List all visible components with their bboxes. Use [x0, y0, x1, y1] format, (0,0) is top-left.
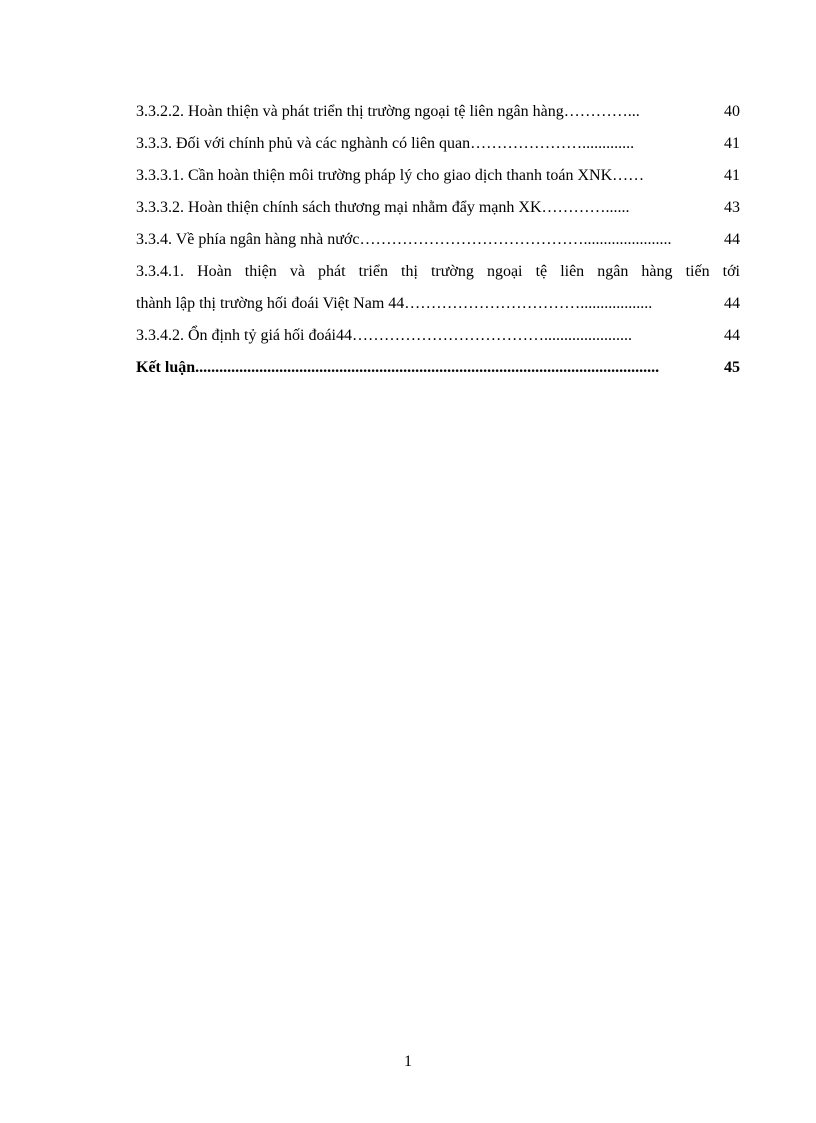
toc-entry-title: thành lập thị trường hối đoái Việt Nam 44 — [136, 295, 405, 312]
toc-leader: …………………………….................. — [404, 295, 653, 312]
toc-entry-title: 3.3.2.2. Hoàn thiện và phát triển thị trường ngoại tệ liên ngân hàng — [136, 103, 564, 120]
toc-entry-title: 3.3.3.2. Hoàn thiện chính sách thương mại nhằm đẩy mạnh XK — [136, 199, 542, 216]
toc-page-number: 40 — [724, 103, 740, 120]
toc-entry-3-3-4[interactable] — [136, 224, 740, 256]
toc-leader: ……………………………………...................... — [359, 231, 672, 248]
toc-leader: ………………………………...................... — [351, 327, 632, 344]
toc-entry-3-3-3-1[interactable] — [136, 160, 740, 192]
table-of-contents — [136, 96, 740, 384]
toc-leader: …… — [612, 167, 645, 184]
toc-entry-3-3-4-1[interactable] — [136, 256, 740, 320]
toc-leader: …………... — [563, 103, 640, 120]
toc-leader: …………………............. — [470, 135, 635, 152]
toc-entry-title: Kết luận — [136, 359, 196, 376]
toc-entry-title-line1: 3.3.4.1. Hoàn thiện và phát triển thị trường ngoại tệ liên ngân hàng tiến tới — [136, 263, 740, 280]
toc-entry-3-3-3[interactable] — [136, 128, 740, 160]
toc-page-number: 41 — [724, 135, 740, 152]
toc-entry-title: 3.3.4.2. Ổn định tỷ giá hối đoái44 — [136, 327, 352, 344]
toc-entry-3-3-3-2[interactable] — [136, 192, 740, 224]
toc-page-number: 44 — [724, 327, 740, 344]
page-number: 1 — [404, 1053, 412, 1070]
toc-page-number: 44 — [724, 295, 740, 312]
toc-entry-3-3-2-2[interactable] — [136, 96, 740, 128]
toc-entry-title-line2 — [136, 288, 740, 320]
toc-entry-3-3-4-2[interactable] — [136, 320, 740, 352]
toc-entry-conclusion[interactable] — [136, 352, 740, 384]
toc-entry-title: 3.3.3. Đối với chính phủ và các nghành có liên quan — [136, 135, 471, 152]
toc-page-number: 45 — [724, 359, 740, 376]
toc-leader: …………...... — [541, 199, 630, 216]
toc-page-number: 43 — [724, 199, 740, 216]
toc-entry-title: 3.3.4. Về phía ngân hàng nhà nước — [136, 231, 360, 248]
toc-leader: .................................................................................................................... — [195, 359, 660, 376]
toc-entry-title: 3.3.3.1. Cần hoàn thiện môi trường pháp lý cho giao dịch thanh toán XNK — [136, 167, 613, 184]
toc-page-number: 41 — [724, 167, 740, 184]
toc-page-number: 44 — [724, 231, 740, 248]
